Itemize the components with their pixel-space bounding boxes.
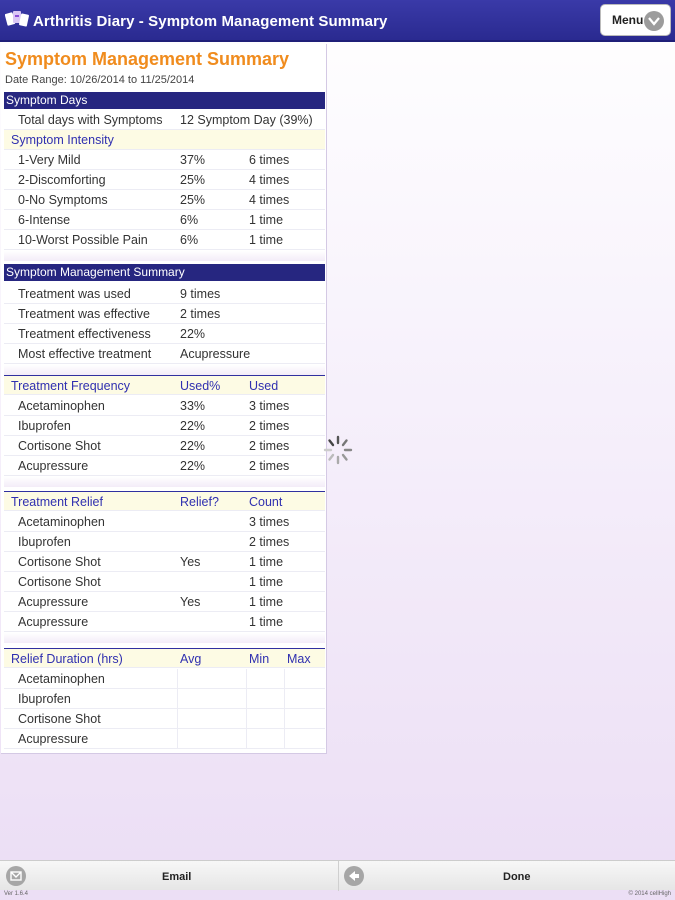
app-title: Arthritis Diary - Symptom Management Summary xyxy=(33,13,388,30)
copyright-label: © 2014 cellHigh xyxy=(628,891,671,897)
email-button[interactable] xyxy=(0,861,338,891)
relief-name: Ibuprofen xyxy=(18,535,71,549)
loading-spinner-icon xyxy=(322,434,354,466)
table-row xyxy=(4,512,325,532)
relief-count: 2 times xyxy=(249,535,290,549)
frequency-pct: 33% xyxy=(180,399,206,413)
intensity-subheader xyxy=(4,130,325,150)
intensity-label: 6-Intense xyxy=(18,213,71,227)
table-row xyxy=(4,170,325,190)
duration-name: Acetaminophen xyxy=(18,672,105,686)
table-row xyxy=(4,532,325,552)
frequency-col-used-pct: Used% xyxy=(180,379,221,393)
relief-name: Cortisone Shot xyxy=(18,555,101,569)
frequency-col-treatment: Treatment Frequency xyxy=(11,379,131,393)
section-spacer xyxy=(4,477,325,487)
footer-toolbar xyxy=(0,860,675,890)
date-range: Date Range: 10/26/2014 to 11/25/2014 xyxy=(5,74,195,86)
relief-count: 3 times xyxy=(249,515,290,529)
table-row xyxy=(4,729,325,749)
duration-subheader xyxy=(4,648,325,668)
intensity-pct: 6% xyxy=(180,213,199,227)
frequency-count: 2 times xyxy=(249,459,290,473)
relief-subheader xyxy=(4,491,325,511)
done-button[interactable] xyxy=(339,861,675,891)
frequency-name: Acetaminophen xyxy=(18,399,105,413)
frequency-pct: 22% xyxy=(180,459,206,473)
intensity-count: 1 time xyxy=(249,213,284,227)
total-days-value: 12 Symptom Day (39%) xyxy=(180,113,313,127)
table-row xyxy=(4,190,325,210)
frequency-count: 2 times xyxy=(249,419,290,433)
duration-name: Cortisone Shot xyxy=(18,712,101,726)
table-row xyxy=(4,230,325,250)
chevron-down-icon xyxy=(644,11,664,31)
relief-value: Yes xyxy=(180,595,201,609)
intensity-label: 1-Very Mild xyxy=(18,153,81,167)
duration-col-avg: Avg xyxy=(180,652,202,666)
table-row xyxy=(4,284,325,304)
frequency-pct: 22% xyxy=(180,419,206,433)
relief-col-relief: Relief? xyxy=(180,495,219,509)
table-row xyxy=(4,210,325,230)
table-row xyxy=(4,456,325,476)
relief-name: Acetaminophen xyxy=(18,515,105,529)
duration-col-min: Min xyxy=(249,652,270,666)
frequency-count: 3 times xyxy=(249,399,290,413)
frequency-name: Ibuprofen xyxy=(18,419,71,433)
relief-name: Cortisone Shot xyxy=(18,575,101,589)
table-row xyxy=(4,669,325,689)
intensity-pct: 25% xyxy=(180,173,206,187)
app-header xyxy=(0,0,675,42)
total-days-label: Total days with Symptoms xyxy=(18,113,163,127)
back-arrow-icon xyxy=(344,866,364,886)
table-row xyxy=(4,689,325,709)
app-logo-icon xyxy=(5,9,31,31)
management-label: Most effective treatment xyxy=(18,347,152,361)
frequency-count: 2 times xyxy=(249,439,290,453)
table-row xyxy=(4,592,325,612)
intensity-header-label: Symptom Intensity xyxy=(11,133,114,147)
management-label: Treatment effectiveness xyxy=(18,327,151,341)
intensity-label: 10-Worst Possible Pain xyxy=(18,233,148,247)
management-value: 9 times xyxy=(180,287,221,301)
relief-col-treatment: Treatment Relief xyxy=(11,495,103,509)
intensity-count: 4 times xyxy=(249,193,290,207)
management-label: Treatment was effective xyxy=(18,307,151,321)
menu-button[interactable] xyxy=(600,4,671,36)
table-row xyxy=(4,709,325,729)
section-header-symptom-days: Symptom Days xyxy=(4,92,325,109)
table-row xyxy=(4,436,325,456)
intensity-label: 0-No Symptoms xyxy=(18,193,108,207)
table-row xyxy=(4,324,325,344)
menu-button-label: Menu xyxy=(612,13,644,27)
table-row xyxy=(4,396,325,416)
table-row xyxy=(4,304,325,324)
relief-count: 1 time xyxy=(249,575,284,589)
intensity-pct: 6% xyxy=(180,233,199,247)
relief-count: 1 time xyxy=(249,555,284,569)
intensity-count: 6 times xyxy=(249,153,290,167)
report-title: Symptom Management Summary xyxy=(5,49,290,69)
section-spacer xyxy=(4,251,325,261)
intensity-count: 1 time xyxy=(249,233,284,247)
done-button-label: Done xyxy=(503,871,531,883)
duration-name: Ibuprofen xyxy=(18,692,71,706)
relief-name: Acupressure xyxy=(18,615,89,629)
relief-count: 1 time xyxy=(249,595,284,609)
table-row xyxy=(4,612,325,632)
frequency-col-used: Used xyxy=(249,379,279,393)
table-row xyxy=(4,150,325,170)
management-label: Treatment was used xyxy=(18,287,131,301)
section-spacer xyxy=(4,633,325,643)
section-spacer xyxy=(4,365,325,375)
intensity-label: 2-Discomforting xyxy=(18,173,106,187)
version-label: Ver 1.6.4 xyxy=(4,891,29,897)
frequency-name: Cortisone Shot xyxy=(18,439,101,453)
frequency-subheader xyxy=(4,375,325,395)
table-row xyxy=(4,552,325,572)
table-row xyxy=(4,572,325,592)
relief-name: Acupressure xyxy=(18,595,89,609)
frequency-pct: 22% xyxy=(180,439,206,453)
intensity-pct: 37% xyxy=(180,153,206,167)
email-button-label: Email xyxy=(162,871,192,883)
frequency-name: Acupressure xyxy=(18,459,89,473)
relief-col-count: Count xyxy=(249,495,283,509)
table-row xyxy=(4,416,325,436)
intensity-pct: 25% xyxy=(180,193,206,207)
section-header-management: Symptom Management Summary xyxy=(4,264,325,281)
intensity-count: 4 times xyxy=(249,173,290,187)
duration-col-max: Max xyxy=(287,652,311,666)
duration-col-treatment: Relief Duration (hrs) xyxy=(11,652,123,666)
duration-name: Acupressure xyxy=(18,732,89,746)
total-days-row xyxy=(4,110,325,130)
management-value: 22% xyxy=(180,327,206,341)
relief-count: 1 time xyxy=(249,615,284,629)
table-row xyxy=(4,344,325,364)
report-panel xyxy=(1,44,327,754)
relief-value: Yes xyxy=(180,555,201,569)
email-icon xyxy=(6,866,26,886)
management-value: 2 times xyxy=(180,307,221,321)
management-value: Acupressure xyxy=(180,347,251,361)
